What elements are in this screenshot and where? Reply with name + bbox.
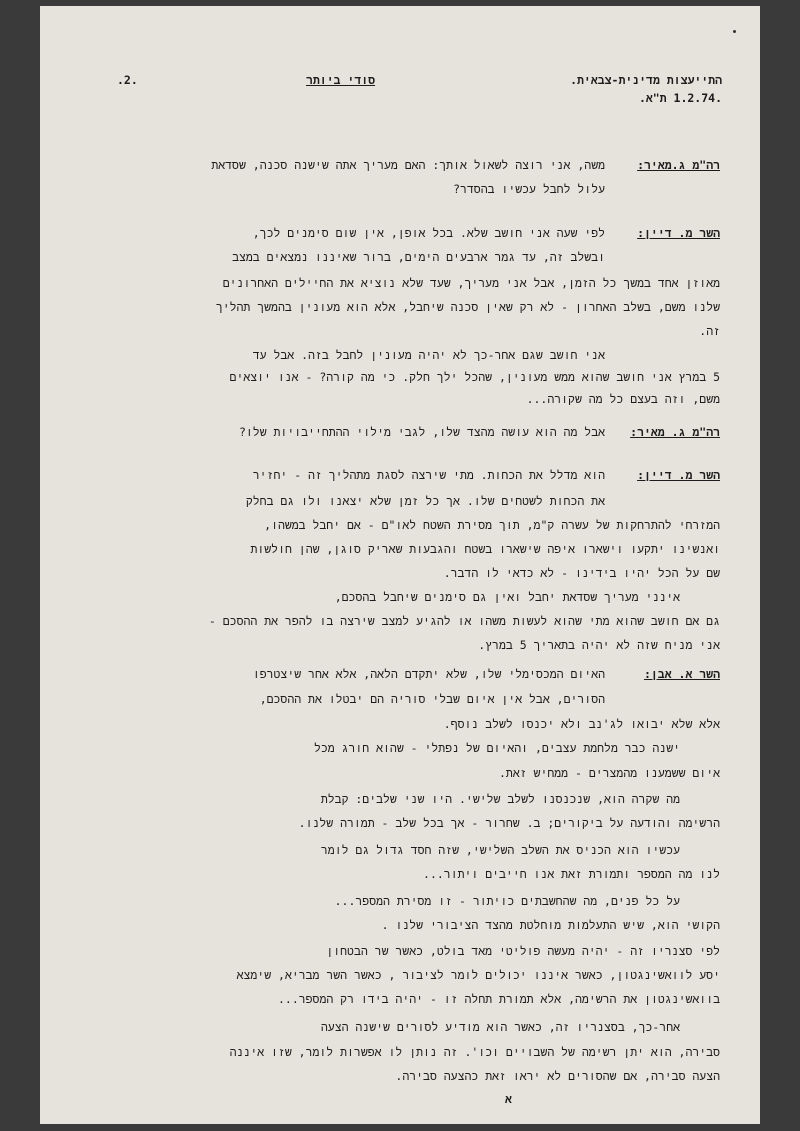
text-line: גם אם חושב שהוא מתי שהוא לעשות משהו או להגיע למצב שירצה בו להפר את ההסכם - — [208, 614, 720, 628]
text-line: עכשיו הוא הכניס את השלב השלישי, שזה חסד גדול גם לומר — [320, 843, 680, 857]
text-line: אני חושב שגם אחר-כך לא יהיה מעונין לחבל בזה. אבל עד — [252, 348, 605, 362]
document-page — [40, 6, 760, 1124]
text-line: שלנו משם, בשלב האחרון - לא רק שאין סכנה שיחבל, אלא הוא מעונין בהמשך תהליך — [215, 300, 720, 314]
text-line: הצעה סבירה, אם שהסורים לא יראו זאת כהצעה סבירה. — [395, 1069, 720, 1083]
text-line: אחר-כך, בסצנריו זה, כאשר הוא מודיע לסורים שישנה הצעה — [320, 1020, 680, 1034]
text-line: עלול לחבל עכשיו בהסדר? — [453, 182, 605, 196]
text-line: הוא מדלל את הכחות. מתי שירצה לסגת מתהליך זה - יחזיר — [252, 468, 605, 482]
text-line: 5 במרץ אני חושב שהוא ממש מעונין, שהכל ילך חלק. כי מה קורה? - אנו יוצאים — [229, 370, 720, 384]
text-line: מאוזן אחד במשך כל הזמן, אבל אני מעריך, שעד שלא נוציא את החיילים האחרונים — [222, 276, 720, 290]
text-line: לפי סצנריו זה - יהיה מעשה פוליטי מאד בולט, כאשר שר הבטחון — [326, 944, 720, 958]
text-line: לנו מה המספר ותמורת זאת אנו חייבים ויתור... — [423, 867, 720, 881]
text-line: אלא שלא יבואו לג'נב ולא יכנסו לשלב נוסף. — [443, 717, 720, 731]
text-line: את הכחות לשטחים שלו. אך כל זמן שלא יצאנו ולו גם בחלק — [245, 494, 605, 508]
text-line: ישנה כבר מלחמת עצבים, והאיום של נפתלי - שהוא חורג מכל — [313, 741, 680, 755]
text-line: הרשימה והודעה על ביקורים; ב. שחרור - אך בכל שלב - תמורה שלנו. — [298, 816, 720, 830]
text-line: הסורים, אבל אין איום שבלי סוריה הם יבטלו את ההסכם, — [259, 692, 605, 706]
text-line: משם, וזה בעצם כל מה שקורה... — [526, 392, 720, 406]
text-line: בוואשינגטון את הרשימה, אלא תמורת תחלה זו - יהיה בידו רק המספר... — [277, 992, 720, 1006]
text-line: אינני מעריך שסדאת יחבל ואין גם סימנים שיחבל בהסכם, — [334, 590, 680, 604]
text-line: ובשלב זה, עד גמר ארבעים הימים, ברור שאיננו נמצאים במצב — [232, 250, 605, 264]
speaker-name: השר א. אבן: — [643, 667, 720, 681]
text-line: אבל מה הוא עושה מהצד שלו, לגבי מילוי ההתחייבויות שלו? — [238, 425, 605, 439]
text-line: סבירה, הוא יתן רשימה של השבויים וכו'. זה נותן לו אפשרות לומר, שזו איננה — [229, 1045, 720, 1059]
text-line: שם על הכל יהיו בידינו - לא כדאי לו הדבר. — [443, 566, 720, 580]
text-line: על כל פנים, מה שהחשבתים כויתור - זו מסירת המספר... — [334, 894, 680, 908]
speaker-name: רה"מ ג. מאיר: — [630, 425, 720, 439]
page-number: .2. — [117, 73, 138, 87]
footer-mark: א — [505, 1092, 512, 1106]
text-line: אני מניח שזה לא יהיה בתאריך 5 במרץ. — [478, 638, 720, 652]
text-line: איום ששמענו מהמצרים - ממחיש זאת. — [499, 766, 720, 780]
meeting-date: .1.2.74 ת"א. — [638, 91, 722, 105]
text-line: המזרחי להתרחקות של עשרה ק"מ, תוך מסירת השטח לאו"ם - אם יחבל במשהו, — [264, 518, 720, 532]
text-line: לפי שעה אני חושב שלא. בכל אופן, אין שום סימנים לכך, — [252, 226, 605, 240]
speaker-name: השר מ. דיין: — [637, 468, 720, 482]
text-line: ואנשינו יתקעו וישארו איפה שישארו בשטח והגבעות שאריק סוגן, שהן חולשות — [250, 542, 720, 556]
meeting-title: התייעצות מדינית-צבאית. — [570, 73, 722, 87]
classification-label: סודי ביותר — [306, 73, 376, 87]
text-line: מה שקרה הוא, שנכנסנו לשלב שלישי. היו שני שלבים: קבלת — [320, 792, 680, 806]
speaker-name: רה"מ ג.מאיר: — [637, 158, 720, 172]
speaker-name: השר מ. דיין: — [637, 226, 720, 240]
text-line: זה. — [699, 324, 720, 338]
text-line: הקושי הוא, שיש התעלמות מוחלטת מהצד הציבורי שלנו . — [381, 918, 720, 932]
text-line: משה, אני רוצה לשאול אותך: האם מעריך אתה שישנה סכנה, שסדאת — [211, 158, 605, 172]
margin-speck — [733, 30, 736, 33]
text-line: האיום המכסימלי שלו, שלא יתקדם הלאה, אלא אחר שיצטרפו — [252, 667, 605, 681]
text-line: יסע לוואשינגטון, כאשר איננו יכולים לומר לציבור , כאשר השר מבריא, שימצא — [236, 968, 720, 982]
